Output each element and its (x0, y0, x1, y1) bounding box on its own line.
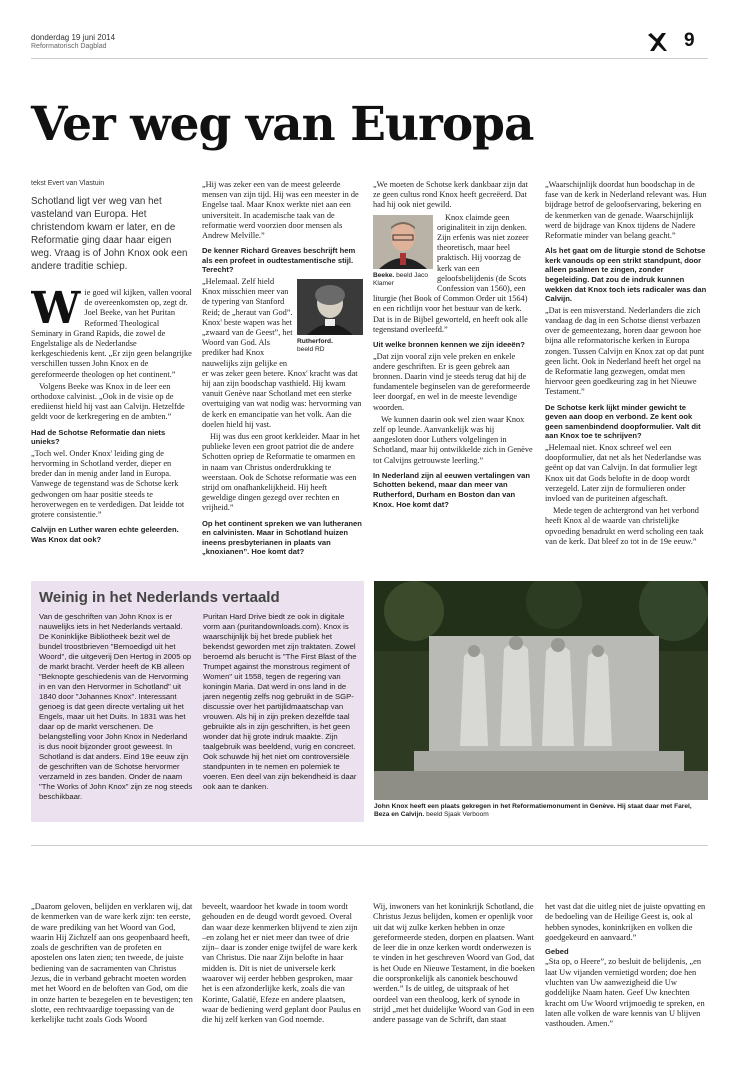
confession-column-4 (545, 902, 708, 1030)
header-divider (31, 58, 708, 59)
interview-question: In Nederland zijn al eeuwen vertalingen van Schotten bekend, maar dan meer van Rutherford, Durham en Boston dan van Knox. Hoe komt dat? (373, 470, 530, 509)
section-divider (31, 845, 708, 846)
article-column-3 (373, 180, 535, 558)
confession-column-1: „Daarom geloven, belijden en verklaren wij, dat de kenmerken van de ware kerk zijn: ten eerste, de ware prediking van het Woord van God, waarin Hij Zichzelf aan ons geopenbaard heeft, zoals de geschriften van de profeten en apostelen ons laten zien; ten tweede, de juiste bediening van de sacramenten van Christus Jezus, die in verband gebracht moeten worden met het Woord en de beloften van God, om die in onze harten te bezegelen en te bevestigen; ten slotte, een rechtvaardige toepassing van de kerkelijke tucht zoals Gods Woord (31, 902, 193, 1025)
paragraph: Hij was dus een groot kerkleider. Maar in het publieke leven een groot patriot die de andere Schotten opriep de Reformatie te omarmen en in naam van Christus onderdrukking te weerstaan. Ook de Schotse reformatie was een strijd om onafhankelijkheid. Hij heeft geweldige dingen gezegd over rechten en vrijheid.” (202, 432, 360, 513)
paragraph: „Helemaal. Zelf hield Knox misschien meer van de typering van Stanford Reid; de „heraut van God”. Knox' beste wapen was het „zwaard van de Geest”, het Woord van God. Als prediker had Knox nauwelijks zijn gelijke en er was zeker geen betere. Knox' kracht was dat hij aan zijn boodschap vasthield. Hij kwam vanuit Genève naar Schotland met een sterke overtuiging van wat nodig was: hervorming van de kerk en emancipatie van het volk. Aan die doelen hield hij vast. (202, 277, 362, 429)
interview-question: De kenner Richard Greaves beschrijft hem als een profeet in oudtestamentische stijl. Terecht? (202, 246, 356, 275)
paragraph: „Dat is een misverstand. Nederlanders die zich vandaag de dag in een Schotse dienst verbazen over de gemeentezang, horen daar gewoon hoe bijna alle reformatorische kerken in Europa zongen. Tussen Calvijn en Knox zat op dat punt geen licht. Ook in Nederland heeft het orgel na de Reformatie lang gezwegen, omdat men hiervoor geen goedkeuring zag in het Nieuwe Testament.” (545, 305, 705, 397)
newspaper-logo-icon (646, 31, 668, 53)
sidebar-title: Weinig in het Nederlands vertaald (39, 589, 280, 606)
issue-date: donderdag 19 juni 2014 (31, 33, 116, 42)
monument-caption-credit: beeld Sjaak Verboom (426, 811, 489, 818)
monument-caption-text: John Knox heeft een plaats gekregen in het Reformatiemonument in Genève. Hij staat daar met Farel, Beza en Calvijn. (374, 803, 692, 818)
rutherford-caption-credit: beeld RD (297, 346, 325, 354)
confession-column-3: Wij, inwoners van het koninkrijk Schotland, die Christus Jezus belijden, komen er openlijk voor uit dat wij zulke kerken hebben in onze gereformeerde steden, dorpen en plaatsen. Want de leer die in onze kerken wordt onderwezen is te vinden in het geschreven Woord van God, dat is het Oude en Nieuwe Testament, in die boeken die oorspronkelijk als canoniek beschouwd werden.” Is de uitleg, de uitspraak of het oordeel van een theoloog, kerk of synode in strijd „met het duidelijke Woord van God in een andere passage van de Schrift, dan staat (373, 902, 535, 1025)
rutherford-photo-block (297, 279, 363, 359)
reformation-monument-photo (374, 581, 708, 800)
paragraph: „We moeten de Schotse kerk dankbaar zijn dat ze geen cultus rond Knox heeft gecreëerd. Dat had hij ook niet gewild. (373, 180, 528, 210)
beeke-portrait-image (373, 215, 433, 269)
dropcap: W (31, 288, 81, 334)
byline: tekst Evert van Vlastuin (31, 180, 105, 187)
beeke-caption-name: Beeke. (373, 271, 395, 279)
interview-question: Uit welke bronnen kennen we zijn ideeën? (373, 340, 525, 350)
beeke-photo-block (373, 215, 433, 289)
paragraph: „Toch wel. Onder Knox' leiding ging de hervorming in Schotland verder, dieper en breder dan in menig ander land in Europa. Vanwege de tegenstand was de Schotse kerk gedwongen om haar positie steeds te heroverwegen en te verdedigen. Dat leidde tot grotere consistentie.” (31, 448, 185, 520)
page-number: 9 (684, 30, 695, 51)
paragraph: „Dat zijn vooral zijn vele preken en enkele andere geschriften. Er is geen gebrek aan bronnen. Daarin vind je steeds terug dat hij de fundamentele beginselen van de gereformeerde leer doorgaf, en wel in de meeste levendige woorden. (373, 351, 531, 412)
paragraph: Volgens Beeke was Knox in de leer een orthodoxe calvinist. „Ook in de visie op de erediienst hield hij vast aan Calvijn. Hetzelfde geldt voor de kerkregering en de ambten.” (31, 381, 185, 422)
article-column-1 (31, 288, 193, 560)
beeke-caption-credit: beeld Jaco Klamer (373, 271, 429, 287)
publication-name: Reformatorisch Dagblad (31, 43, 107, 50)
interview-question: Op het continent spreken we van lutheranen en calvinisten. Maar in Schotland huizen ineens presbyterianen in plaats van „knoxianen”. Hoe komt dat? (202, 518, 362, 557)
paragraph: We kunnen daarin ook wel zien waar Knox zelf op leunde. Aanvankelijk was hij aangesloten door Luthers volgelingen in Schotland, maar hij ontwikkelde zich in Genève tot Calvijns getrouwste leerling.” (373, 414, 533, 465)
interview-question: Calvijn en Luther waren echte geleerden. Was Knox dat ook? (31, 525, 179, 544)
paragraph: Knox claimde geen originaliteit in zijn denken. Zijn erfenis was niet zozeer theoretisch, maar heel praktisch. Hij voorzag de kerk van een geloofsbelijdenis (de Scots Confession van 1560), een liturgie (het Book of Common Order uit 1564) en een richtlijn voor het bestuur van de kerk. Dat is in de Bijbel geworteld, en heeft ook alle tegenstand overleefd.” (373, 212, 529, 334)
paragraph: „Waarschijnlijk doordat hun boodschap in de fase van de kerk in Nederland relevant was. Hun bijdrage betrof de geloofservaring, bekering en de kenmerken van de genade. Waarschijnlijk werd de bijdrage van Knox tijdens de Nadere Reformatie minder van belang geacht.” (545, 180, 707, 241)
confession-column-2: beveelt, waardoor het kwade in toom wordt gehouden en de deugd wordt gevoed. Overal dan waar deze kenmerken blijvend te zien zijn –en zolang het er niet meer dan twee of drie zijn– daar is zonder enige twijfel de ware kerk van Christus. Die naar Zijn belofte in haar midden is. Dit is niet de universele kerk waarover wij eerder hebben gesproken, maar het is een afzonderlijke kerk, zoals die van Korinte, Galatië, Efeze en andere plaatsen, waar de bediening werd geplant door Paulus en die hij zelf kerken van God noemde. (202, 902, 361, 1025)
article-column-4 (545, 180, 708, 558)
paragraph: „Hij was zeker een van de meest geleerde mensen van zijn tijd. Hij was een meester in de Engelse taal. Maar Knox werkte niet aan een universiteit. In academische taak van de reformatie werd voorzien door mensen als Andrew Melville.” (202, 180, 359, 241)
article-column-2 (202, 180, 363, 558)
paragraph: „Helemaal niet. Knox schreef wel een doopformulier, dat net als het Nederlandse was geënt op dat van Calvijn. In dat formulier legt Knox uit dat Gods belofte in de doop wordt verzegeld. Later zijn de formulieren onder invloed van de puriteinen afgeschaft. (545, 442, 702, 503)
paragraph: het vast dat die uitleg niet de juiste opvatting en de bedoeling van de Heilige Geest is, ook al hebben synodes, koninkrijken en volken die goedgekeurd en aanvaard.” (545, 902, 706, 942)
paragraph: ie goed wil kijken, vallen vooral de overeenkomsten op, zegt dr. Joel Beeke, van het Puritan Reformed Theological Seminary in Grand Rapids, die zowel de Engelstalige als de Nederlandse kerkgeschiedenis kent. „Er zijn geen belangrijke verschillen tussen John Knox en de gereformeerde theologen op het continent.” (31, 288, 192, 379)
interview-question: Had de Schotse Reformatie dan niets unieks? (31, 427, 166, 447)
article-headline: Ver weg van Europa (31, 97, 534, 152)
prayer-heading: Gebed (545, 947, 569, 957)
monument-caption (374, 803, 708, 819)
interview-question: Als het gaat om de liturgie stond de Schotse kerk vanouds op een strikt standpunt, door alleen psalmen te zingen, zonder begeleiding. Dat zou de indruk kunnen wekken dat Knox toch iets radicaler was dan Calvijn. (545, 246, 707, 304)
interview-question: De Schotse kerk lijkt minder gewicht te geven aan doop en verbond. Ze kent ook geen samenbindend doopformulier. Valt dit aan Knox toe te schrijven? (545, 402, 701, 441)
sidebar-column-2: Puritan Hard Drive biedt ze ook in digitale vorm aan (puritandownloads.com). Knox is waarschijnlijk bij het brede publiek het bekendst geworden met zijn traktaten. Zowel beroemd als berucht is "The First Blast of the Trumpet against the monstrous regiment of Women" uit 1558, tegen de regering van koningin Maria. Dat werd in ons land in de jaren negentig zelfs nog gebruikt in de SGP-discussie over het partijlidmaatschap van vrouwen. Als hij in zijn preken dezelfde taal gebruikte als in zijn geschriften, is het geen wonder dat hij grote indruk maakte. Zijn taalgebruik was beeldend, vurig en concreet. Ook schuwde hij het niet om controversiële standpunten in te nemen en polemiek te voeren. Een deel van zijn bekendheid is daar ook aan te danken. (203, 612, 357, 791)
article-intro: Schotland ligt ver weg van het vasteland van Europa. Het christendom kwam er later, en de Reformatie ging daar haar eigen weg. Vraag is of John Knox ook een andere traditie schiep. (31, 196, 188, 272)
paragraph: Mede tegen de achtergrond van het verbond heeft Knox al de waarde van christelijke opvoeding benadrukt en werd scholing een taak van de kerk. Dat bleef zo tot in de 19e eeuw.” (545, 506, 704, 546)
paragraph: „Sta op, o Heere”, zo besluit de belijdenis, „en laat Uw vijanden vernietigd worden; doe hen vluchten van Uw aanwezigheid die Uw goddelijke Naam haten. Geef Uw knechten kracht om Uw Woord vrijmoedig te spreken, en laten alle volken de ware kennis van U blijven vasthouden. Amen.” (545, 957, 705, 1029)
rutherford-caption-name: Rutherford. (297, 338, 333, 346)
rutherford-portrait-image (297, 279, 363, 335)
sidebar-column-1: Van de geschriften van John Knox is er nauwelijks iets in het Nederlands vertaald. De Koninklijke Bibliotheek bezit wel de bundel troostbrieven "Bemoedigd uit het Woord", die uitgeverij Den Hertog in 2005 op de markt bracht. Verder heeft de KB alleen "Beknopte geschiedenis van de Hervorming in en van den Hervormer in Schotland" uit 1840 door "Johannes Knox". Interessant genoeg is dat geen directe vertaling uit het Engels, maar uit het Duits. In 1831 was het daar op de markt verschenen. De belangstelling voor John Knox in Nederland is dus nooit bijzonder groot geweest. In Schotland is dat anders. Eind 19e eeuw zijn de geschriften van de Schotse hervormer verzameld in zes banden. Onder de naam "The Works of John Knox" zijn ze nog steeds beschikbaar. (39, 612, 193, 801)
